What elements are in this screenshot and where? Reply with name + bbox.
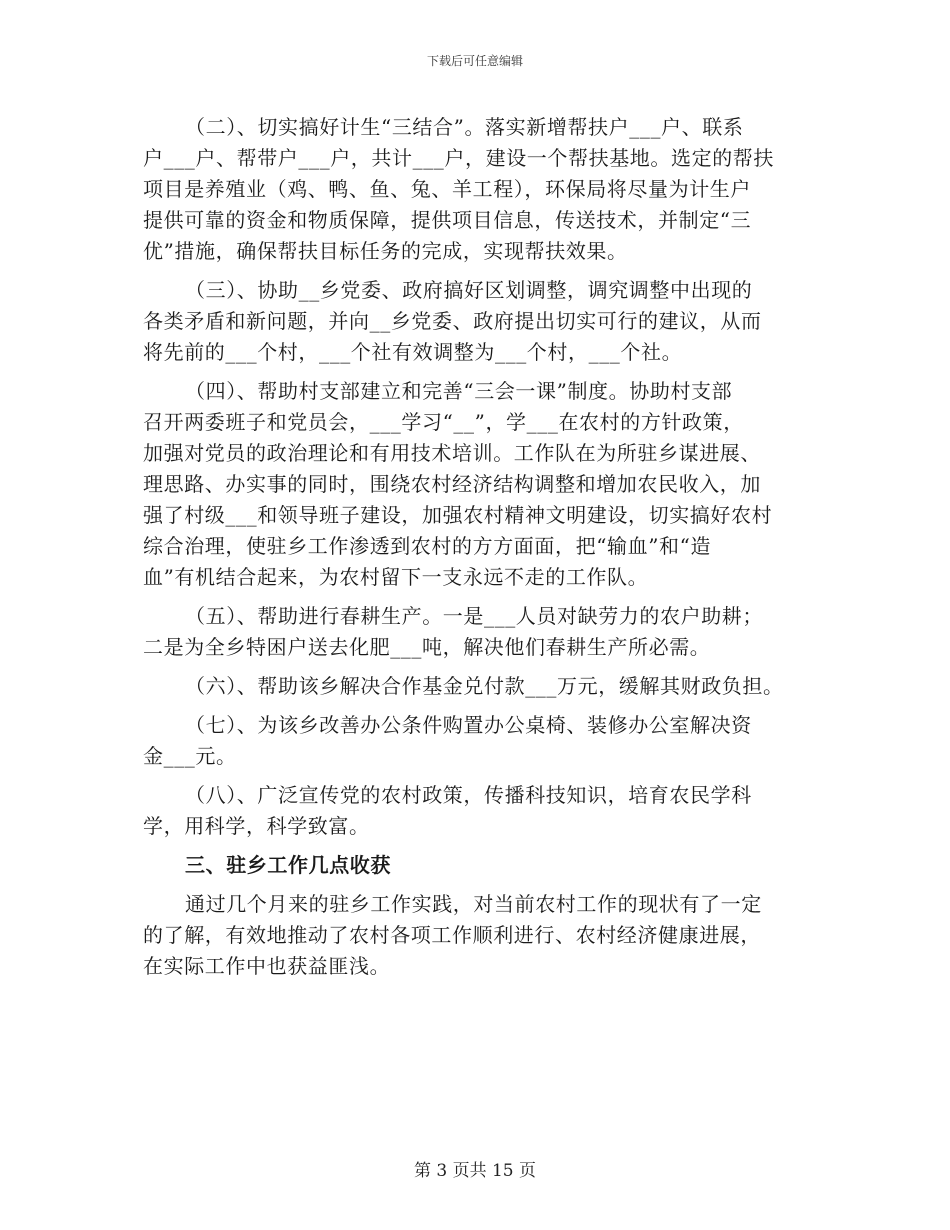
text-line: 学，用科学，科学致富。 xyxy=(143,814,370,838)
paragraph xyxy=(143,889,823,982)
text-line: 理思路、办实事的同时，围绕农村经济结构调整和增加农民收入，加 xyxy=(143,472,761,496)
text-line: 的了解，有效地推动了农村各项工作顺利进行、农村经济健康进展， xyxy=(143,923,761,947)
document-body xyxy=(143,112,823,982)
text-line: （六）、帮助该乡解决合作基金兑付款___万元，缓解其财政负担。 xyxy=(185,674,784,698)
paragraph xyxy=(143,671,823,702)
text-line: 综合治理，使驻乡工作渗透到农村的方方面面，把“输血”和“造 xyxy=(143,534,712,558)
text-line: 提供可靠的资金和物质保障，提供项目信息，传送技术，并制定“三 xyxy=(143,208,752,232)
text-line: 户___户、帮带户___户，共计___户，建设一个帮扶基地。选定的帮扶 xyxy=(143,146,774,170)
text-line: （七）、为该乡改善办公条件购置办公桌椅、装修办公室解决资 xyxy=(185,713,752,737)
text-line: （五）、帮助进行春耕生产。一是___人员对缺劳力的农户助耕； xyxy=(185,604,763,628)
text-line: 血”有机结合起来，为农村留下一支永远不走的工作队。 xyxy=(143,565,649,589)
text-line: （三）、协助__乡党委、政府搞好区划调整，调究调整中出现的 xyxy=(185,278,753,302)
paragraph xyxy=(143,710,823,772)
text-line: 二是为全乡特困户送去化肥___吨，解决他们春耕生产所必需。 xyxy=(143,635,711,659)
text-line: 项目是养殖业（鸡、鸭、鱼、兔、羊工程），环保局将尽量为计生户 xyxy=(143,177,751,201)
text-line: 三、驻乡工作几点收获 xyxy=(185,853,391,877)
paragraph xyxy=(143,780,823,842)
text-line: （四）、帮助村支部建立和完善“三会一课”制度。协助村支部 xyxy=(185,379,733,403)
text-line: 在实际工作中也获益匪浅。 xyxy=(143,954,391,978)
text-line: （二）、切实搞好计生“三结合”。落实新增帮扶户___户、联系 xyxy=(185,115,744,139)
paragraph xyxy=(143,112,823,267)
text-line: 优”措施，确保帮扶目标任务的完成，实现帮扶效果。 xyxy=(143,239,628,263)
page-header: 下载后可任意编辑 xyxy=(426,54,523,68)
paragraph xyxy=(143,275,823,368)
text-line: 强了村级___和领导班子建设，加强农村精神文明建设，切实搞好农村 xyxy=(143,503,773,527)
section-heading xyxy=(143,850,823,881)
text-line: （八）、广泛宣传党的农村政策，传播科技知识，培育农民学科 xyxy=(185,783,752,807)
text-line: 将先前的___个村，___个社有效调整为___个村，___个社。 xyxy=(143,340,683,364)
paragraph xyxy=(143,376,823,593)
text-line: 金___元。 xyxy=(143,744,237,768)
text-line: 通过几个月来的驻乡工作实践，对当前农村工作的现状有了一定 xyxy=(185,892,762,916)
text-line: 各类矛盾和新问题，并向__乡党委、政府提出切实可行的建议，从而 xyxy=(143,309,762,333)
paragraph xyxy=(143,601,823,663)
text-line: 召开两委班子和党员会，___学习“__”，学___在农村的方针政策， xyxy=(143,410,744,434)
text-line: 加强对党员的政治理论和有用技术培训。工作队在为所驻乡谋进展、 xyxy=(143,441,761,465)
page-footer: 第 3 页共 15 页 xyxy=(413,1161,537,1181)
